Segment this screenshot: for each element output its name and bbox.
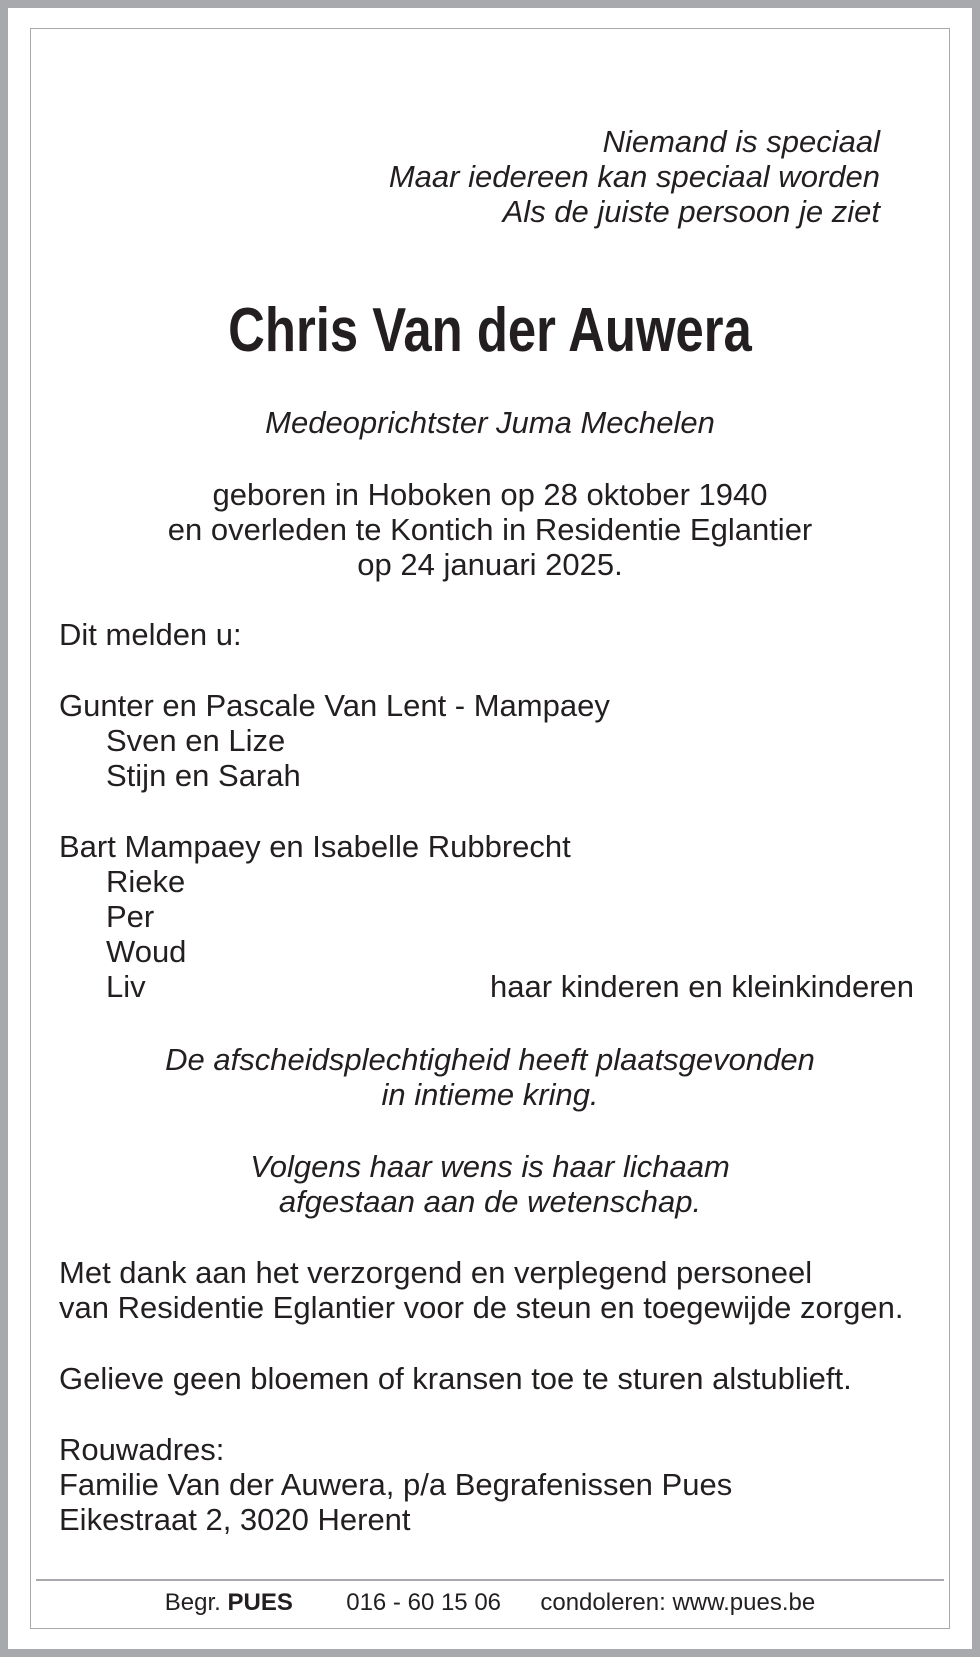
family-relation: haar kinderen en kleinkinderen — [490, 969, 914, 1004]
wish-line-1: Volgens haar wens is haar lichaam — [250, 1149, 730, 1184]
address-label: Rouwadres: — [59, 1432, 225, 1467]
death-line: en overleden te Kontich in Residentie Eglantier — [167, 512, 813, 547]
footer-phone: 016 - 60 15 06 — [346, 1589, 502, 1616]
deceased-name: Chris Van der Auwera — [228, 296, 752, 365]
funeral-home-footer — [0, 1588, 980, 1618]
poem-line-2: Maar iedereen kan speciaal worden — [388, 159, 880, 194]
grandchild-3: Rieke — [106, 864, 186, 899]
wish-line-2: afgestaan aan de wetenschap. — [278, 1184, 702, 1219]
family-group-1-head: Gunter en Pascale Van Lent - Mampaey — [59, 688, 610, 723]
grandchild-2: Stijn en Sarah — [106, 758, 301, 793]
thanks-line-2: van Residentie Eglantier voor de steun en toegewijde zorgen. — [59, 1290, 904, 1325]
announce-intro: Dit melden u: — [59, 617, 242, 652]
address-line-2: Eikestraat 2, 3020 Herent — [59, 1502, 411, 1537]
farewell-line-2: in intieme kring. — [381, 1077, 599, 1112]
flowers-request: Gelieve geen bloemen of kransen toe te sturen alstublieft. — [59, 1361, 852, 1396]
grandchild-5: Woud — [106, 934, 187, 969]
death-date-line: op 24 januari 2025. — [357, 547, 623, 582]
address-line-1: Familie Van der Auwera, p/a Begrafenissen Pues — [59, 1467, 733, 1502]
poem-line-3: Als de juiste persoon je ziet — [502, 194, 880, 229]
thanks-line-1: Met dank aan het verzorgend en verplegend personeel — [59, 1255, 813, 1290]
footer-divider — [36, 1579, 944, 1581]
grandchild-1: Sven en Lize — [106, 723, 286, 758]
family-group-2-head: Bart Mampaey en Isabelle Rubbrecht — [59, 829, 571, 864]
footer-condolence: condoleren: www.pues.be — [540, 1589, 816, 1616]
footer-prefix: Begr. — [164, 1589, 221, 1616]
poem-line-1: Niemand is speciaal — [602, 124, 880, 159]
grandchild-4: Per — [106, 899, 155, 934]
deceased-role: Medeoprichtster Juma Mechelen — [265, 405, 715, 440]
footer-company: PUES — [227, 1589, 293, 1616]
birth-line: geboren in Hoboken op 28 oktober 1940 — [212, 477, 768, 512]
grandchild-6: Liv — [106, 969, 146, 1004]
farewell-line-1: De afscheidsplechtigheid heeft plaatsgevonden — [165, 1042, 815, 1077]
